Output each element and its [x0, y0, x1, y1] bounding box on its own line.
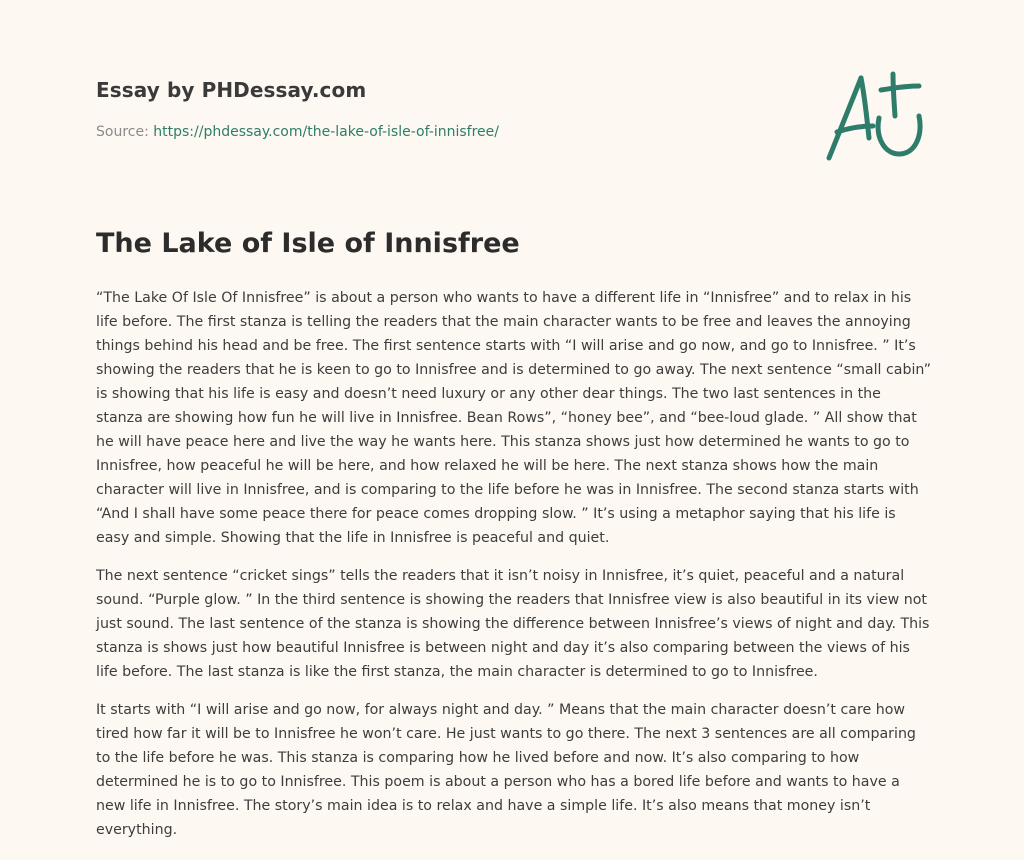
source-label: Source: — [96, 124, 149, 140]
essay-paragraph: “The Lake Of Isle Of Innisfree” is about a person who wants to have a different life in “Innisfree” and to relax in his life before. The first stanza is telling the readers that the main character wants to be free and leaves the annoying things behind his head and be free. The first sentence starts with “I will arise and go now, and go to Innisfree. ” It’s showing the readers that he is keen to go to Innisfree and is determined to go away. The next sentence “small cabin” is showing that his life is easy and doesn’t need luxury or any other dear things. The two last sentences in the stanza are showing how fun he will live in Innisfree. Bean Rows”, “honey bee”, and “bee-loud glade. ” All show that he will have peace here and live the way he wants here. This stanza shows just how determined he wants to go to Innisfree, how peaceful he will be here, and how relaxed he will be here. The next stanza shows how the main character will live in Innisfree, and is comparing to the life before he was in Innisfree. The second stanza starts with “And I shall have some peace there for peace comes dropping slow. ” It’s using a metaphor saying that his life is easy and simple. Showing that the life in Innisfree is peaceful and quiet. — [96, 290, 931, 546]
essay-paragraph: It starts with “I will arise and go now, for always night and day. ” Means that the main character doesn’t care how tired how far it will be to Innisfree he won’t care. He just wants to go there. The next 3 sentences are all comparing to the life before he was. This stanza is comparing how he lived before and now. It’s also comparing to how determined he is to go to Innisfree. This poem is about a person who has a bored life before and wants to have a new life in Innisfree. The story’s main idea is to relax and have a simple life. It’s also means that money isn’t everything. — [96, 702, 916, 838]
essay-paragraph: The next sentence “cricket sings” tells the readers that it isn’t noisy in Innisfree, it’s quiet, peaceful and a natural sound. “Purple glow. ” In the third sentence is showing the readers that Innisfree view is also beautiful in its view not just sound. The last sentence of the stanza is showing the difference between Innisfree’s views of night and day. This stanza is shows just how beautiful Innisfree is between night and day it’s also comparing between the views of his life before. The last stanza is like the first stanza, the main character is determined to go to Innisfree. — [96, 568, 930, 680]
essay-title: The Lake of Isle of Innisfree — [96, 228, 520, 259]
a-plus-logo-icon — [823, 68, 927, 164]
essay-body — [96, 286, 931, 856]
site-title: Essay by PHDessay.com — [96, 78, 367, 102]
source-line — [96, 124, 499, 140]
source-link[interactable]: https://phdessay.com/the-lake-of-isle-of-innisfree/ — [153, 124, 499, 140]
